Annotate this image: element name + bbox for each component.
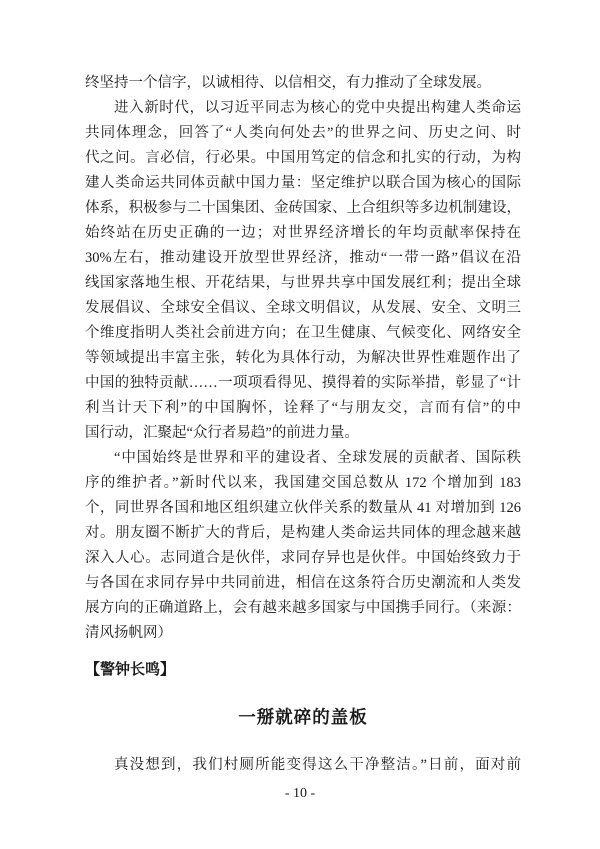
- text-line: “中国始终是世界和平的建设者、全球发展的贡献者、国际秩: [114, 450, 521, 466]
- text-line: 进入新时代，以习近平同志为核心的党中央提出构建人类命运: [114, 100, 521, 116]
- text-line: 线国家落地生根、开花结果，与世界共享中国发展红利；提出全球: [85, 275, 521, 291]
- text-line: 中国的独特贡献……一项项看得见、摸得着的实际举措，彰显了“计: [85, 375, 521, 391]
- text-line: 真没想到，我们村厕所能变得这么干净整洁。”日前，面对前: [114, 757, 521, 773]
- paragraph-partnership: [85, 446, 521, 646]
- text-line: 建人类命运共同体贡献中国力量：坚定维护以联合国为核心的国际: [85, 175, 521, 191]
- text-line: 代之问。言必信，行必果。中国用笃定的信念和扎实的行动，为构: [85, 150, 521, 166]
- article-title: 一掰就碎的盖板: [238, 707, 368, 727]
- page-number: - 10 -: [284, 786, 316, 801]
- document-body: [85, 71, 521, 778]
- text-line: 发展倡议、全球安全倡议、全球文明倡议，从发展、安全、文明三: [85, 300, 521, 316]
- text-line: 体系，积极参与二十国集团、金砖国家、上合组织等多边机制建设，: [85, 200, 521, 216]
- text-line: 终坚持一个信字，以诚相待、以信相交，有力推动了全球发展。: [85, 75, 491, 91]
- paragraph-continuation: [85, 71, 521, 96]
- text-line: 与各国在求同存异中共同前进，相信在这条符合历史潮流和人类发: [85, 575, 521, 591]
- text-line: 对。朋友圈不断扩大的背后，是构建人类命运共同体的理念越来越: [85, 525, 521, 541]
- text-line: 个维度指明人类社会前进方向；在卫生健康、气候变化、网络安全: [85, 325, 521, 341]
- paragraph-community-of-destiny: [85, 96, 521, 446]
- paragraph-toilet-intro: [85, 753, 521, 778]
- text-line: 展方向的正确道路上，会有越来越多国家与中国携手同行。（来源：: [85, 600, 521, 616]
- text-line: 深入人心。志同道合是伙伴，求同存异也是伙伴。中国始终致力于: [85, 550, 521, 566]
- text-line: 个，同世界各国和地区组织建立伙伴关系的数量从 41 对增加到 126: [85, 500, 521, 516]
- text-line: 序的维护者。”新时代以来，我国建交国总数从 172 个增加到 183: [85, 475, 521, 491]
- text-line: 国行动，汇聚起“众行者易趋”的前进力量。: [85, 425, 359, 441]
- text-line: 30%左右，推动建设开放型世界经济，推动“一带一路”倡议在沿: [85, 250, 521, 266]
- section-marker: 【警钟长鸣】: [85, 661, 176, 678]
- text-line: 等领域提出丰富主张，转化为具体行动，为解决世界性难题作出了: [85, 350, 521, 366]
- text-line: 清风扬帆网）: [85, 625, 172, 641]
- text-line: 利当计天下利”的中国胸怀，诠释了“与朋友交，言而有信”的中: [85, 400, 521, 416]
- text-line: 始终站在历史正确的一边；对世界经济增长的年均贡献率保持在: [85, 225, 521, 241]
- text-line: 共同体理念，回答了“人类向何处去”的世界之问、历史之问、时: [85, 125, 521, 141]
